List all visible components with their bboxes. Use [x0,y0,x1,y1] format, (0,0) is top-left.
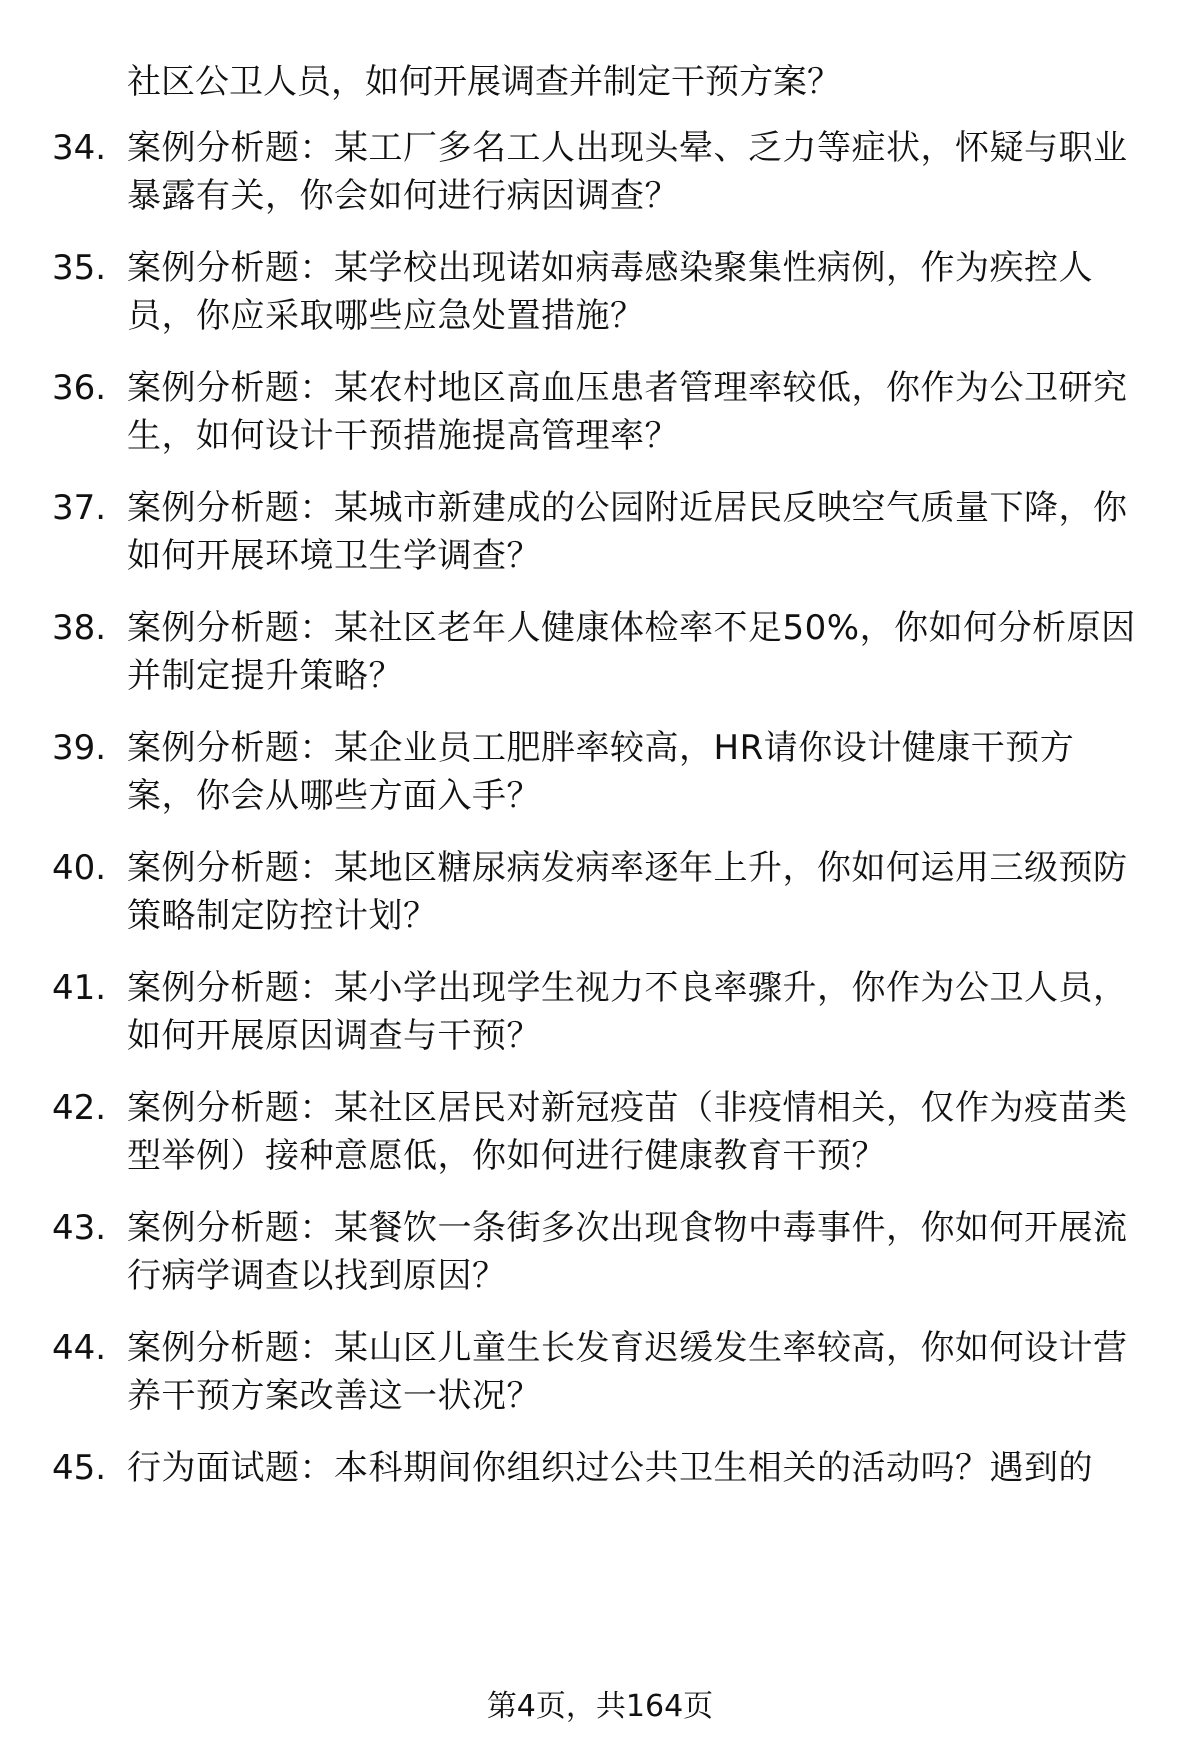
question-text: 案例分析题：某社区居民对新冠疫苗（非疫情相关，仅作为疫苗类型举例）接种意愿低，你如何进行健康教育干预？ [127,1088,1128,1176]
question-item [0,964,1200,1097]
question-text: 案例分析题：某企业员工肥胖率较高，HR请你设计健康干预方案，你会从哪些方面入手？ [127,728,1075,816]
question-number: 40. [52,848,107,888]
question-number: 36. [52,368,107,408]
question-item [0,1324,1200,1457]
question-text: 案例分析题：某小学出现学生视力不良率骤升，你作为公卫人员，如何开展原因调查与干预？ [127,968,1128,1056]
question-text: 案例分析题：某城市新建成的公园附近居民反映空气质量下降，你如何开展环境卫生学调查？ [127,488,1128,576]
question-text: 行为面试题：本科期间你组织过公共卫生相关的活动吗？遇到的 [127,1448,1093,1488]
question-item [0,724,1200,857]
question-number: 42. [52,1088,107,1128]
question-number: 45. [52,1448,107,1488]
question-item [0,844,1200,977]
question-number: 39. [52,728,107,768]
question-text: 案例分析题：某山区儿童生长发育迟缓发生率较高，你如何设计营养干预方案改善这一状况？ [127,1328,1128,1416]
question-item [0,1084,1200,1217]
question-list [0,124,1200,1720]
question-number: 41. [52,968,107,1008]
question-number: 37. [52,488,107,528]
question-text: 案例分析题：某农村地区高血压患者管理率较低，你作为公卫研究生，如何设计干预措施提高管理率？ [127,368,1128,456]
question-item [0,244,1200,377]
question-item [0,1444,1200,1577]
question-number: 44. [52,1328,107,1368]
question-number: 35. [52,248,107,288]
question-text: 案例分析题：某餐饮一条街多次出现食物中毒事件，你如何开展流行病学调查以找到原因？ [127,1208,1128,1296]
page-footer: 第4页，共164页 [486,1689,714,1724]
question-item [0,364,1200,497]
question-text: 案例分析题：某工厂多名工人出现头晕、乏力等症状，怀疑与职业暴露有关，你会如何进行病因调查？ [127,128,1128,216]
question-item [0,1204,1200,1337]
continuation-text: 社区公卫人员，如何开展调查并制定干预方案？ [127,62,841,102]
question-number: 34. [52,128,107,168]
question-item [0,604,1200,737]
question-text: 案例分析题：某学校出现诺如病毒感染聚集性病例，作为疾控人员，你应采取哪些应急处置措施？ [127,248,1093,336]
question-number: 38. [52,608,107,648]
question-text: 案例分析题：某地区糖尿病发病率逐年上升，你如何运用三级预防策略制定防控计划？ [127,848,1128,936]
question-item [0,484,1200,617]
question-text: 案例分析题：某社区老年人健康体检率不足50%，你如何分析原因并制定提升策略？ [127,608,1136,696]
question-number: 43. [52,1208,107,1248]
question-item [0,124,1200,257]
